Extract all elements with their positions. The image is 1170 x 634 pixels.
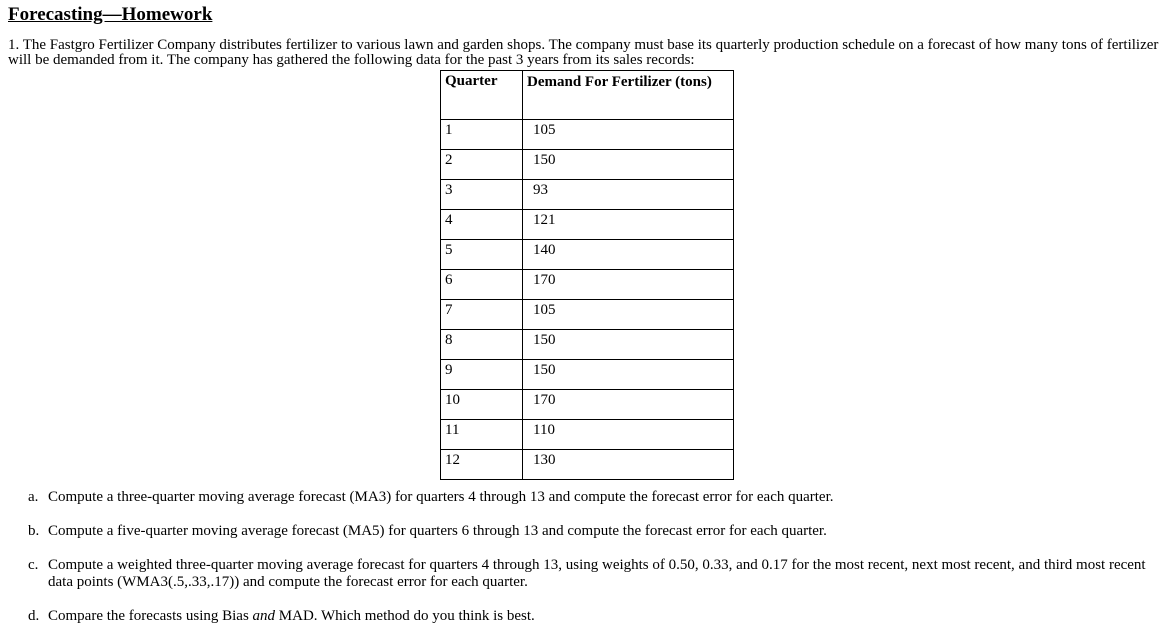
table-row [441,450,734,480]
problem-intro: 1. The Fastgro Fertilizer Company distributes fertilizer to various lawn and garden shops. The company must base its quarterly production schedule on a forecast of how many tons of fertilizer will be demanded from it. The company has gathered the following data for the past 3 years from its sales records: [8,37,1159,68]
quarter-cell: 8 [441,330,523,360]
table-row [441,360,734,390]
table-row [441,390,734,420]
quarter-cell: 10 [441,390,523,420]
question-a-marker: a. [28,489,39,505]
quarter-cell: 12 [441,450,523,480]
header-quarter: Quarter [441,71,523,120]
demand-cell: 105 [523,300,734,330]
question-c [28,557,1158,591]
table-row [441,420,734,450]
table-row [441,240,734,270]
demand-cell: 105 [523,120,734,150]
quarter-cell: 1 [441,120,523,150]
table-row [441,300,734,330]
question-c-marker: c. [28,557,39,573]
question-d-text-before: Compare the forecasts using Bias [48,608,253,624]
question-a-text: Compute a three-quarter moving average forecast (MA3) for quarters 4 through 13 and compute the forecast error for each quarter. [48,489,834,505]
question-list [28,489,1158,625]
table-row [441,180,734,210]
question-a [28,489,1158,506]
demand-cell: 130 [523,450,734,480]
demand-cell: 150 [523,150,734,180]
table-header-row [441,71,734,120]
question-b-marker: b. [28,523,40,539]
demand-cell: 140 [523,240,734,270]
quarter-cell: 5 [441,240,523,270]
quarter-cell: 6 [441,270,523,300]
question-d-marker: d. [28,608,40,624]
question-d [28,608,1158,625]
quarter-cell: 9 [441,360,523,390]
question-b-text: Compute a five-quarter moving average forecast (MA5) for quarters 6 through 13 and compute the forecast error for each quarter. [48,523,827,539]
quarter-cell: 4 [441,210,523,240]
table-body [441,120,734,480]
table-row [441,120,734,150]
demand-cell: 93 [523,180,734,210]
demand-cell: 110 [523,420,734,450]
table-row [441,330,734,360]
quarter-cell: 2 [441,150,523,180]
demand-cell: 121 [523,210,734,240]
demand-cell: 170 [523,390,734,420]
table-row [441,150,734,180]
demand-cell: 150 [523,330,734,360]
header-demand: Demand For Fertilizer (tons) [523,71,734,120]
page-title: Forecasting—Homework [8,4,213,25]
question-d-text-after: MAD. Which method do you think is best. [275,608,535,624]
quarter-cell: 3 [441,180,523,210]
demand-cell: 150 [523,360,734,390]
demand-table [440,70,734,480]
question-c-text: Compute a weighted three-quarter moving average forecast for quarters 4 through 13, using weights of 0.50, 0.33, and 0.17 for the most recent, next most recent, and third most recent data points (WMA3(.5,.33,.17)) and compute the forecast error for each quarter. [48,557,1146,590]
quarter-cell: 7 [441,300,523,330]
demand-cell: 170 [523,270,734,300]
table-row [441,210,734,240]
question-b [28,523,1158,540]
quarter-cell: 11 [441,420,523,450]
question-d-text-italic: and [252,608,276,624]
table-row [441,270,734,300]
